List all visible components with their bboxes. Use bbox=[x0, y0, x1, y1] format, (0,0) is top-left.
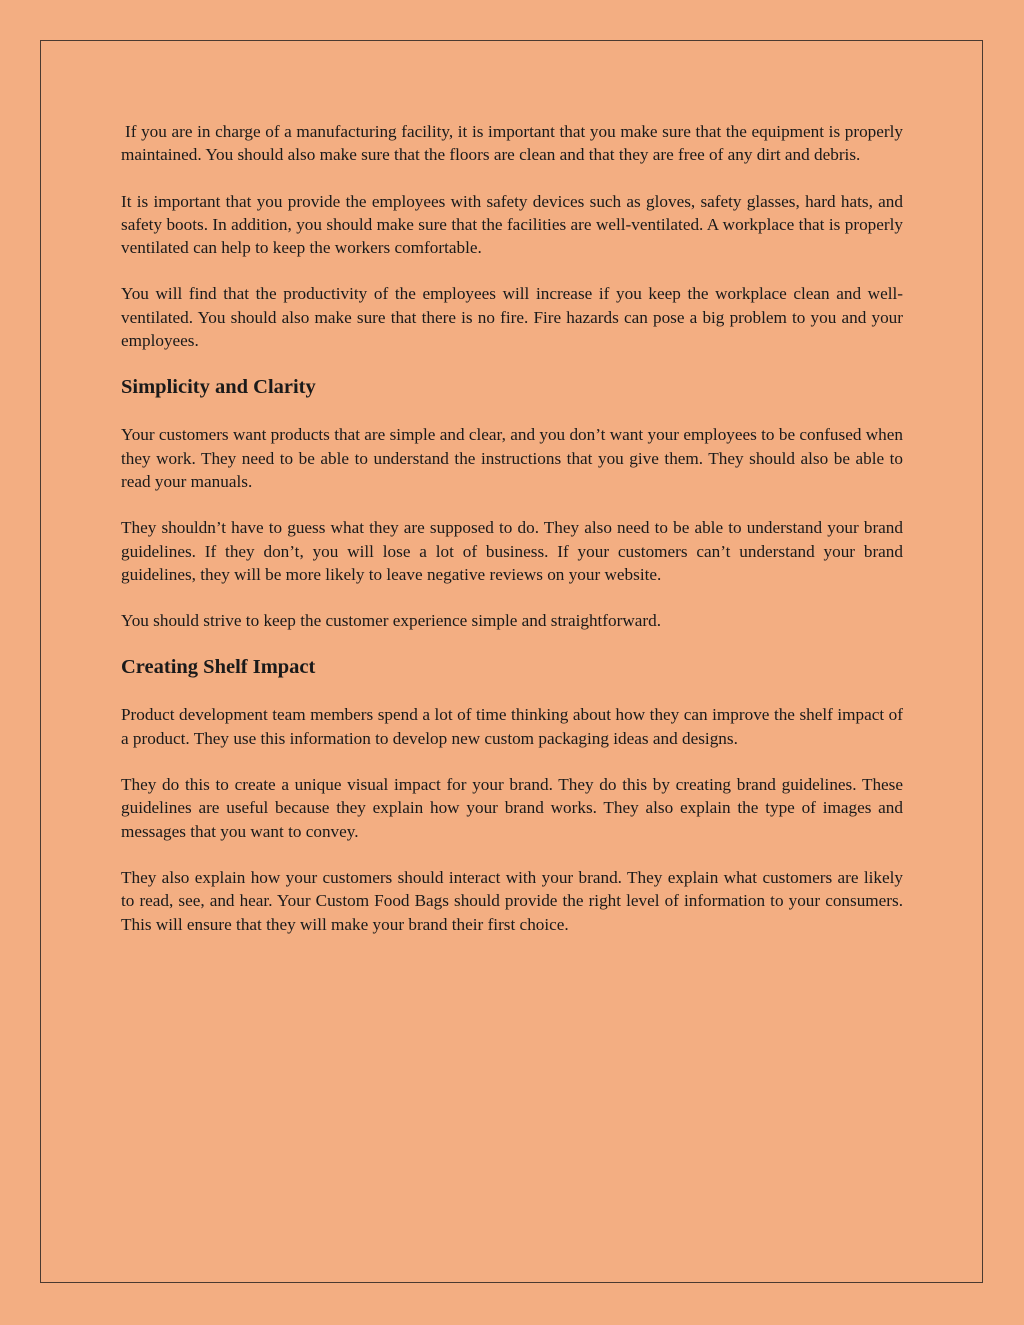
paragraph: If you are in charge of a manufacturing facility, it is important that you make sure that the equipment is properly maintained. You should also make sure that the floors are clean and that they are free of any dirt and debris. bbox=[121, 122, 903, 165]
document-body bbox=[121, 120, 903, 959]
paragraph: They also explain how your customers should interact with your brand. They explain what customers are likely to read, see, and hear. Your Custom Food Bags should provide the right level of information to your consumers. This will ensure that they will make your brand their first choice. bbox=[121, 867, 903, 934]
paragraph: Product development team members spend a lot of time thinking about how they can improve the shelf impact of a product. They use this information to develop new custom packaging ideas and designs. bbox=[121, 705, 903, 748]
paragraph: It is important that you provide the employees with safety devices such as gloves, safety glasses, hard hats, and safety boots. In addition, you should make sure that the facilities are well-ventilated. A workplace that is properly ventilated can help to keep the workers comfortable. bbox=[121, 191, 903, 258]
section-heading-simplicity: Simplicity and Clarity bbox=[121, 376, 316, 399]
section-heading-shelf-impact: Creating Shelf Impact bbox=[121, 656, 316, 679]
paragraph: They shouldn’t have to guess what they are supposed to do. They also need to be able to understand your brand guidelines. If they don’t, you will lose a lot of business. If your customers can’t understand your brand guidelines, they will be more likely to leave negative reviews on your website. bbox=[121, 518, 903, 584]
paragraph: You should strive to keep the customer experience simple and straightforward. bbox=[121, 611, 662, 631]
paragraph: They do this to create a unique visual impact for your brand. They do this by creating brand guidelines. These guidelines are useful because they explain how your brand works. They also explain the type of images and messages that you want to convey. bbox=[121, 775, 903, 841]
paragraph: You will find that the productivity of the employees will increase if you keep the workplace clean and well-ventilated. You should also make sure that there is no fire. Fire hazards can pose a big problem to you and your employees. bbox=[121, 284, 903, 351]
paragraph: Your customers want products that are simple and clear, and you don’t want your employees to be confused when they work. They need to be able to understand the instructions that you give them. They should also be able to read your manuals. bbox=[121, 425, 903, 491]
